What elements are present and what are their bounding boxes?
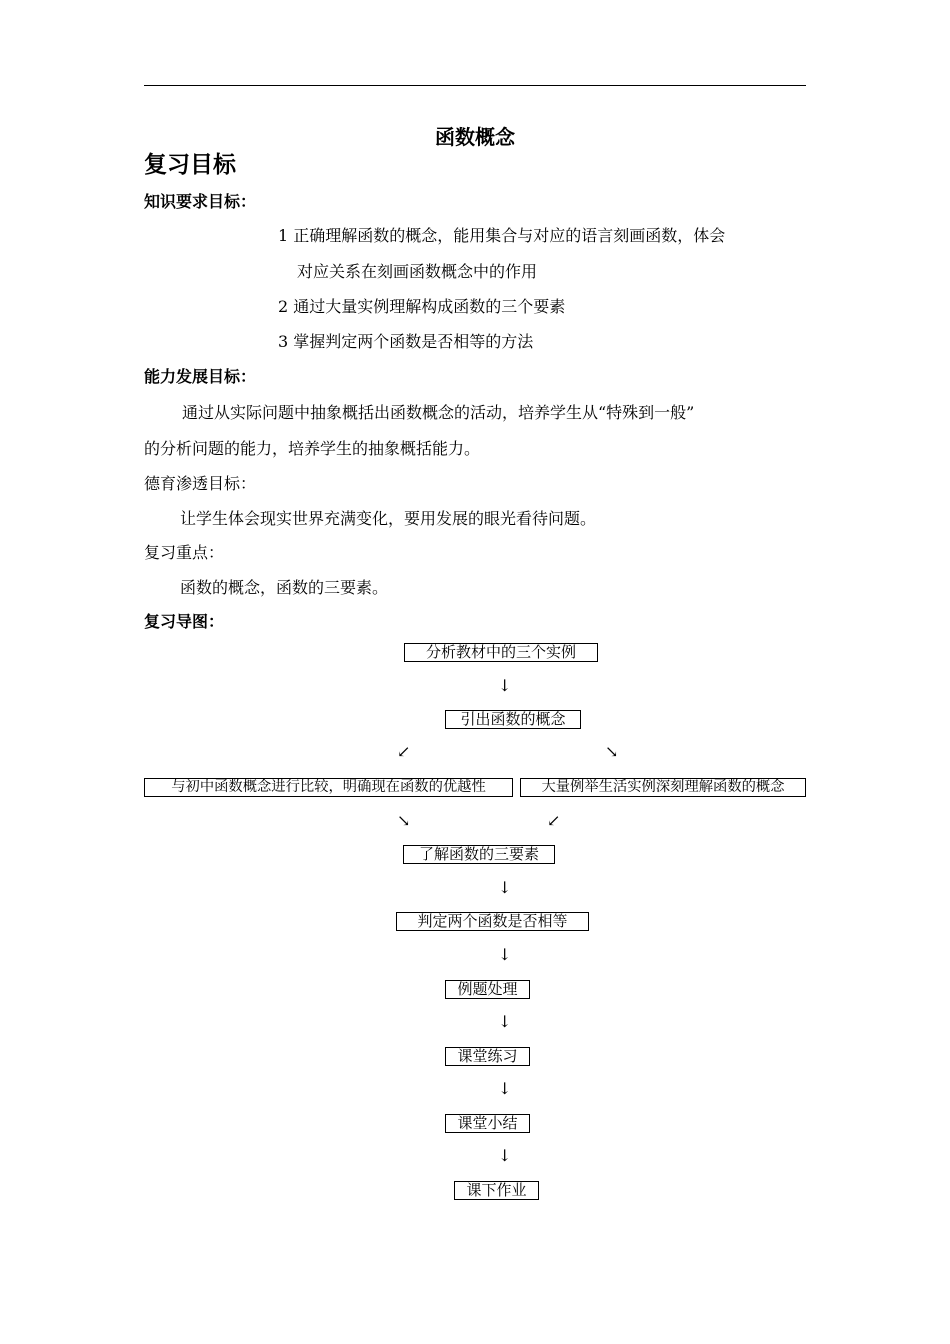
- ability-text-2: 的分析问题的能力，培养学生的抽象概括能力。: [144, 439, 481, 458]
- flow-step-analyze-examples: 分析教材中的三个实例: [404, 643, 598, 662]
- doc-title: 函数概念: [435, 125, 515, 149]
- arrow-down-icon: ↓: [498, 945, 512, 964]
- ability-text-1: 通过从实际问题中抽象概括出函数概念的活动，培养学生从“特殊到一般”: [182, 403, 695, 422]
- arrow-southwest-icon: ↙: [547, 811, 561, 830]
- arrow-southeast-icon: ↘: [605, 742, 619, 761]
- flow-step-introduce-concept: 引出函数的概念: [445, 710, 581, 729]
- ability-label: 能力发展目标：: [144, 367, 257, 386]
- flow-step-examples: 例题处理: [445, 980, 530, 999]
- moral-text: 让学生体会现实世界充满变化，要用发展的眼光看待问题。: [180, 509, 597, 528]
- flow-step-practice: 课堂练习: [445, 1047, 530, 1066]
- flow-step-three-elements: 了解函数的三要素: [403, 845, 555, 864]
- arrow-down-icon: ↓: [498, 676, 512, 695]
- flow-step-homework: 课下作业: [454, 1181, 539, 1200]
- flow-step-summary: 课堂小结: [445, 1114, 530, 1133]
- arrow-down-icon: ↓: [498, 1079, 512, 1098]
- flow-step-judge-equal: 判定两个函数是否相等: [396, 912, 589, 931]
- arrow-southwest-icon: ↙: [397, 742, 411, 761]
- focus-label: 复习重点：: [144, 543, 225, 562]
- arrow-southeast-icon: ↘: [397, 811, 411, 830]
- knowledge-item-1-cont: 对应关系在刻画函数概念中的作用: [297, 262, 538, 281]
- moral-label: 德育渗透目标：: [144, 474, 257, 493]
- section-heading: 复习目标: [144, 152, 236, 178]
- arrow-down-icon: ↓: [498, 878, 512, 897]
- flow-step-compare-junior: 与初中函数概念进行比较，明确现在函数的优越性: [144, 778, 513, 797]
- knowledge-item-2: 2 通过大量实例理解构成函数的三个要素: [278, 297, 566, 316]
- knowledge-item-1: 1 正确理解函数的概念，能用集合与对应的语言刻画函数，体会: [278, 226, 726, 245]
- arrow-down-icon: ↓: [498, 1012, 512, 1031]
- header-rule: [144, 85, 806, 86]
- knowledge-item-3: 3 掌握判定两个函数是否相等的方法: [278, 332, 534, 351]
- arrow-down-icon: ↓: [498, 1146, 512, 1165]
- focus-text: 函数的概念，函数的三要素。: [180, 578, 389, 597]
- flow-step-life-examples: 大量例举生活实例深刻理解函数的概念: [520, 778, 806, 797]
- map-label: 复习导图：: [144, 612, 225, 631]
- knowledge-label: 知识要求目标：: [144, 192, 257, 211]
